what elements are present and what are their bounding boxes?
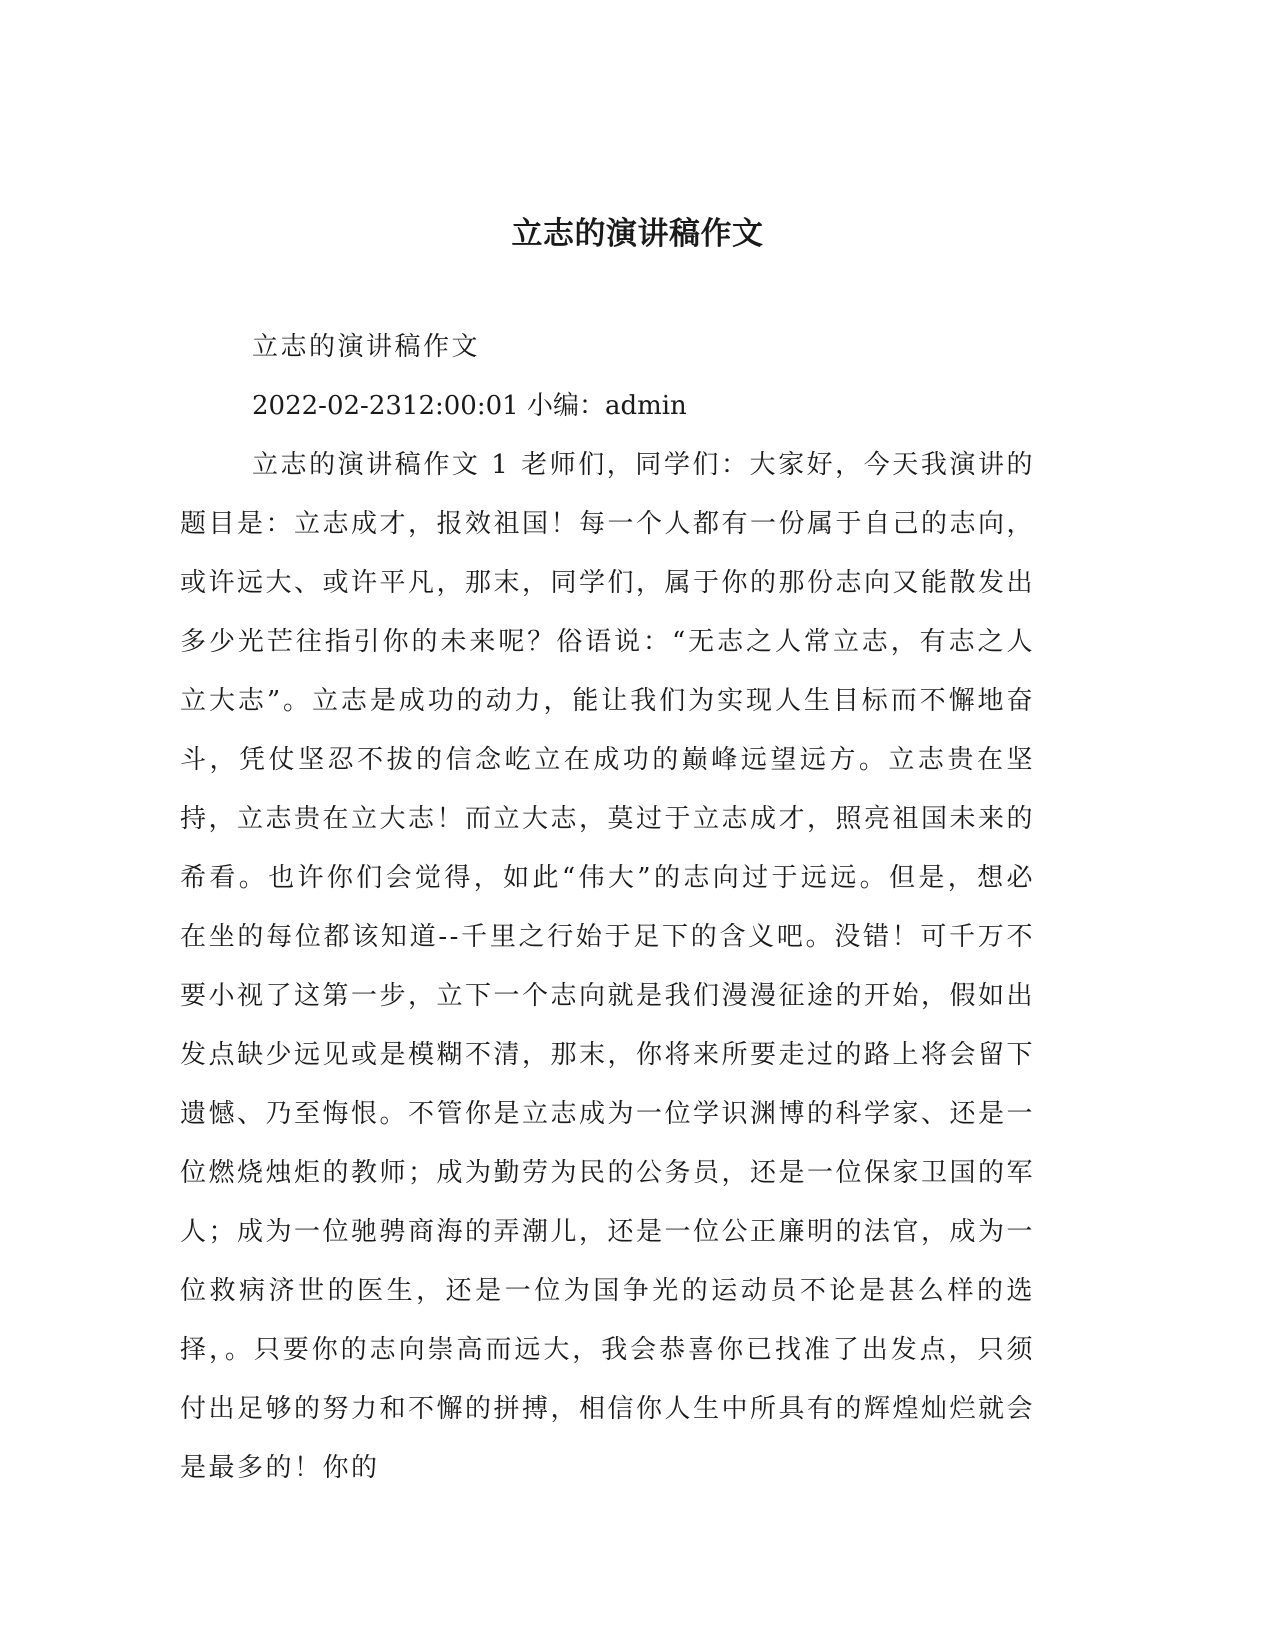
document-body xyxy=(180,318,1035,1498)
meta-paragraph: 2022-02-2312:00:01 小编：admin xyxy=(252,391,687,421)
document-title: 立志的演讲稿作文 xyxy=(511,216,764,252)
body-paragraph: 立志的演讲稿作文 1 老师们，同学们：大家好，今天我演讲的题目是：立志成才，报效祖国！每一个人都有一份属于自己的志向，或许远大、或许平凡，那末，同学们，属于你的那份志向又能散发出多少光芒往指引你的未来呢？俗语说：“无志之人常立志，有志之人立大志”。立志是成功的动力，能让我们为实现人生目标而不懈地奋斗，凭仗坚忍不拔的信念屹立在成功的巅峰远望远方。立志贵在坚持，立志贵在立大志！而立大志，莫过于立志成才，照亮祖国未来的希看。也许你们会觉得，如此“伟大”的志向过于远远。但是，想必在坐的每位都该知道--千里之行始于足下的含义吧。没错！可千万不要小视了这第一步，立下一个志向就是我们漫漫征途的开始，假如出发点缺少远见或是模糊不清，那末，你将来所要走过的路上将会留下遗憾、乃至悔恨。不管你是立志成为一位学识渊博的科学家、还是一位燃烧烛炬的教师；成为勤劳为民的公务员，还是一位保家卫国的军人；成为一位驰骋商海的弄潮儿，还是一位公正廉明的法官，成为一位救病济世的医生，还是一位为国争光的运动员不论是甚么样的选择，。只要你的志向崇高而远大，我会恭喜你已找准了出发点，只须付出足够的努力和不懈的拼搏，相信你人生中所具有的辉煌灿烂就会是最多的！你的 xyxy=(180,450,1036,1483)
subtitle-paragraph: 立志的演讲稿作文 xyxy=(252,332,481,362)
